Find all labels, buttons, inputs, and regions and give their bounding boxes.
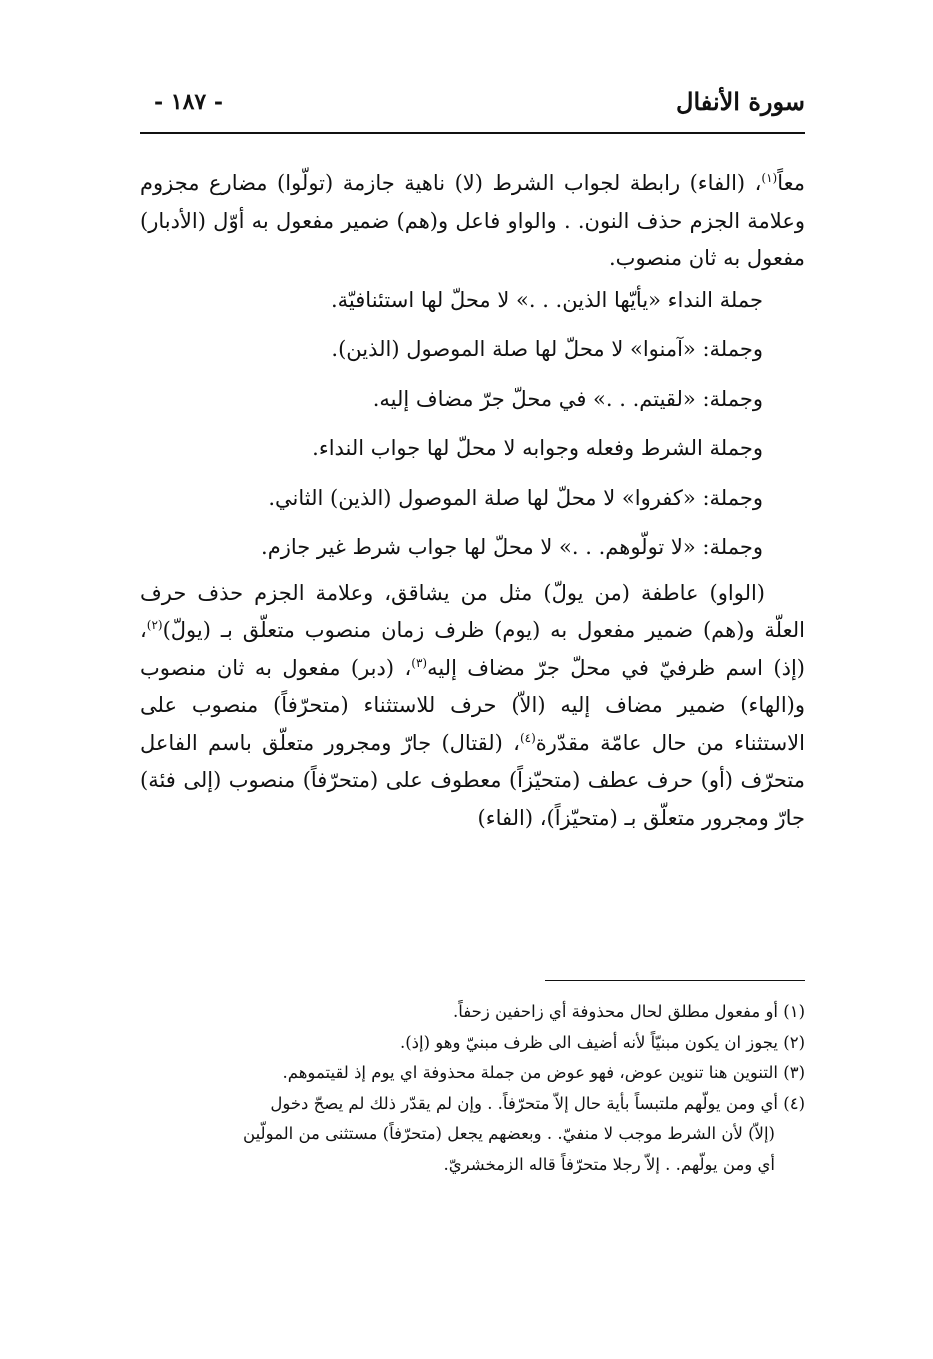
sentence-2: وجملة: «آمنوا» لا محلّ لها صلة الموصول (الذين). bbox=[331, 337, 763, 361]
footnote-ref-4: (٤) bbox=[519, 730, 536, 745]
footnote-rule bbox=[545, 980, 805, 981]
sentence-1: جملة النداء «يأيّها الذين. . .» لا محلّ لها استئنافيّة. bbox=[331, 287, 763, 312]
surah-title: سورة الأنفال bbox=[676, 87, 805, 116]
footnote-3: (٣) التنوين هنا تنوين عوض، فهو عوض من جملة محذوفة اي يوم إذ لقيتموهم. bbox=[282, 1063, 805, 1082]
footnote-ref-1: (١) bbox=[761, 171, 778, 185]
p1-start: معاً bbox=[777, 171, 805, 195]
p2-part-b: ، (إذ) اسم ظرفيّ في محلّ جرّ مضاف إليه bbox=[140, 618, 805, 680]
page-header bbox=[140, 82, 805, 126]
footnote-ref-2: (٢) bbox=[146, 618, 163, 632]
p2-part-d: ، (لقتال) جارّ ومجرور متعلّق باسم الفاعل متحرّف (أو) حرف عطف (متحيّزاً) معطوف على (متحرّفاً) منصوب (إلى فئة) جارّ ومجرور متعلّق بـ (متحيّزاً)، (الفاء) bbox=[140, 730, 805, 830]
footnote-2: (٢) يجوز ان يكون مبنيّاً لأنه أضيف الى ظرف مبنيّ وهو (إذ). bbox=[399, 1032, 805, 1052]
page-number: - ١٨٧ - bbox=[154, 89, 224, 115]
footnote-4-cont-1: (إلاّ) لأن الشرط موجب لا منفيّ. . وبعضهم يجعل (متحرّفاً) مستثنى من المولّين bbox=[243, 1124, 775, 1143]
paragraph-1 bbox=[140, 165, 805, 278]
footnote-4: (٤) أي ومن يولّهم ملتبساً بأية حال إلاّ متحرّفاً. . وإن لم يقدّر ذلك لم يصحّ دخول bbox=[270, 1093, 805, 1113]
p2-part-a: (الواو) عاطفة (من يولّ) مثل من يشاقق، وعلامة الجزم حذف حرف العلّة و(هم) ضمير مفعول به (يوم) ظرف زمان منصوب متعلّق بـ (يولّ) bbox=[140, 580, 805, 642]
footnote-1: (١) أو مفعول مطلق لحال محذوفة أي زاحفين زحفاً. bbox=[453, 1002, 805, 1021]
p2-part-c: ، (دبر) مفعول به ثان منصوب و(الهاء) ضمير مضاف إليه (الاّ) حرف للاستثناء (متحرّفاً) منصوب على الاستثناء من حال عامّة مقدّرة bbox=[140, 655, 805, 755]
header-rule bbox=[140, 132, 805, 134]
sentence-6: وجملة: «لا تولّوهم. . .» لا محلّ لها جواب شرط غير جازم. bbox=[261, 535, 763, 559]
footnotes bbox=[140, 997, 805, 1180]
p1-rest: ، (الفاء) رابطة لجواب الشرط (لا) ناهية جازمة (تولّوا) مضارع مجزوم وعلامة الجزم حذف النون. . والواو فاعل و(هم) ضمير مفعول به أوّل (الأدبار) مفعول به ثان منصوب. bbox=[140, 171, 805, 270]
footnote-4-cont-2: أي ومن يولّهم. . إلاّ رجلا متحرّفاً قاله الزمخشريّ. bbox=[443, 1154, 775, 1174]
sentence-4: وجملة الشرط وفعله وجوابه لا محلّ لها جواب النداء. bbox=[312, 436, 763, 460]
sentence-5: وجملة: «كفروا» لا محلّ لها صلة الموصول (الذين) الثاني. bbox=[268, 485, 763, 510]
sentence-3: وجملة: «لقيتم. . .» في محلّ جرّ مضاف إليه. bbox=[372, 386, 763, 411]
footnote-ref-3: (٣) bbox=[411, 655, 428, 670]
paragraph-2 bbox=[140, 575, 805, 838]
main-text bbox=[140, 165, 805, 837]
